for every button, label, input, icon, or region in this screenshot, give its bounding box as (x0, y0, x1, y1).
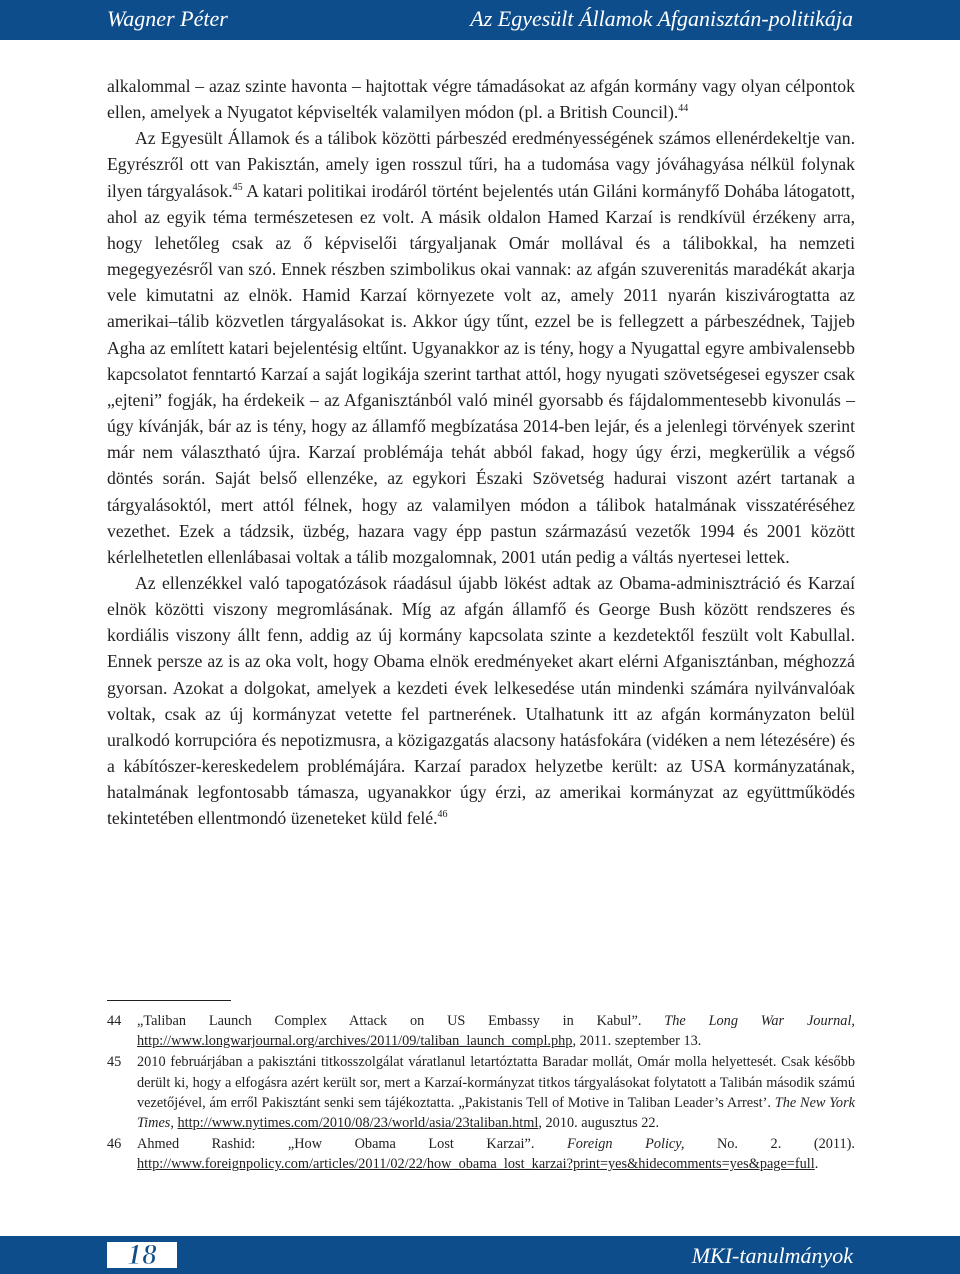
footnote-link[interactable]: http://www.foreignpolicy.com/articles/2011/02/22/how_obama_lost_karzai?print=yes&hidecomments=yes&page=full (137, 1156, 815, 1173)
footnote-divider (107, 1000, 231, 1001)
paragraph-1: alkalommal – azaz szinte havonta – hajtottak végre támadásokat az afgán kormány vagy olyan célpontok ellen, amelyek a Nyugatot képviselték valamilyen módon (pl. a British Council).$^{44}$ (107, 76, 855, 123)
header-band (0, 0, 960, 40)
footnote-ref-45[interactable]: 45 (232, 181, 243, 193)
footnote-ref-46[interactable]: 46 (437, 809, 448, 821)
header-title: Az Egyesült Államok Afganisztán-politikája (470, 6, 853, 31)
footnote-number: 44 (107, 1013, 122, 1029)
footnote-44: 44 „Taliban Launch Complex Attack on US Embassy in Kabul”. The Long War Journal, http://www.longwarjournal.org/archives/2011/09/taliban_launch_compl.php, 2011. szeptember 13. (107, 1013, 855, 1050)
footnote-number: 45 (107, 1054, 122, 1071)
footnote-46: 46 Ahmed Rashid: „How Obama Lost Karzai”. Foreign Policy, No. 2. (2011). http://www.foreignpolicy.com/articles/2011/02/22/how_obama_lost_karzai?print=yes&hidecomments=yes&page=full. (107, 1136, 855, 1173)
footnote-journal: The New York Times, (137, 1094, 855, 1132)
paragraph-2: Az Egyesült Államok és a tálibok közötti párbeszéd eredményességének számos ellenérdekeltje van. Egyrészről ott van Pakisztán, amely igen rosszul tűri, ha a tudomása vagy jóváhagyása nélkül folynak ilyen tárgyalások.$^{45}$ A katari politikai irodáról történt bejelentés után Giláni kormányfő Dohába látogatott, ahol az egyik téma természetesen ez volt. A másik oldalon Hamed Karzaí is rendkívül érzékeny arra, hogy lehetőleg csak az ő képviselői tárgyaljanak Omár mollával és a tálibokkal, ha nemzeti megegyezésről van szó. Ennek részben szimbolikus okai vannak: az afgán szuverenitás maradékát akarja vele kimutatni az elnök. Hamid Karzaí környezete volt az, amely 2011 nyarán kiszivárogtatta az amerikai–tálib közvetlen tárgyalásokat is. Akkor úgy tűnt, ezzel be is fellegzett a párbeszédnek, Tajjeb Agha az említett katari bejelentésig eltűnt. Ugyanakkor az is tény, hogy a Nyugattal egyre ambivalensebb kapcsolatot fenntartó Karzaí a saját logikája szerint tarthat attól, hogy nyugati szövetségesei egyszer csak „ejteni” fogják, ha érdekeik – az Afganisztánból való minél gyorsabb és fájdalommentesebb kivonulás – úgy kívánják, bár az is tény, hogy az államfő megbízatása 2014-ben lejár, és a jelenlegi törvények szerint már nem választható újra. Karzaí problémája tehát abból fakad, hogy úgy érzi, megkerülik a végső döntés során. Saját belső ellenzéke, az egykori Északi Szövetség hadurai viszont azért tartanak a tárgyalásoktól, mert attól félnek, hogy az valamilyen módon a tálibok hatalmának visszatéréséhez vezethet. Ezek a tádzsik, üzbég, hazara vagy épp pastun származású vezetők 1994 és 2001 között kérlelhetetlen ellenlábasai voltak a tálib mozgalomnak, 2001 után pedig a váltás nyertesei lettek. (107, 128, 855, 567)
footer-band (0, 1236, 960, 1274)
header-author: Wagner Péter (107, 6, 228, 31)
footnotes (107, 1011, 855, 1175)
footnote-number: 46 (107, 1136, 122, 1153)
footnote-45: 45 2010 februárjában a pakisztáni titkosszolgálat váratlanul letartóztatta Baradar mollát, Omár molla helyettesét. Csak később derült ki, hogy a elfogásra azért került sor, mert a Karzaí-kormányzat titkos tárgyalásokat folytatott a Talibán második számú vezetőjével, ám erről Pakisztánt senki sem tájékoztatta. „Pakistanis Tell of Motive in Taliban Leader’s Arrest’. The New York Times, http://www.nytimes.com/2010/08/23/world/asia/23taliban.html, 2010. augusztus 22. (107, 1054, 855, 1132)
article-body (107, 73, 855, 832)
paragraph-3: Az ellenzékkel való tapogatózások ráadásul újabb lökést adtak az Obama-adminisztráció és Karzaí elnök közötti viszony megromlásának. Míg az afgán államfő és George Bush között rendszeres és kordiális viszony állt fenn, addig az új kormány kapcsolata szinte a kezdetektől feszült volt Kabullal. Ennek persze az is az oka volt, hogy Obama elnök eredményeket akart elérni Afganisztánban, méghozzá gyorsan. Azokat a dolgokat, amelyek a kezdeti évek lelkesedése után mindenki számára nyilvánvalóak voltak, csak az új kormányzat vetette fel partnerének. Utalhatunk itt az afgán kormányzaton belül uralkodó korrupcióra és nepotizmusra, a közigazgatás alacsony hatásfokára (vidéken a nem létezésére) és a kábítószer-kereskedelem problémájára. Karzaí paradox helyzetbe került: az USA kormányzatának, hatalmának legfontosabb támasza, ugyanakkor úgy érzi, az amerikai kormányzat az együttműködés tekintetében ellentmondó üzeneteket küld felé.$^{46}$ (107, 572, 855, 829)
footnote-journal: The Long War Journal, (664, 1013, 855, 1029)
footnote-link[interactable]: http://www.longwarjournal.org/archives/2011/09/taliban_launch_compl.php (137, 1033, 573, 1050)
journal-name: MKI-tanulmányok (691, 1243, 853, 1268)
footnote-link[interactable]: http://www.nytimes.com/2010/08/23/world/asia/23taliban.html (177, 1115, 539, 1132)
footnote-ref-44[interactable]: 44 (678, 103, 689, 115)
page-number: 18 (127, 1238, 157, 1271)
footnote-journal: Foreign Policy, (567, 1136, 685, 1153)
